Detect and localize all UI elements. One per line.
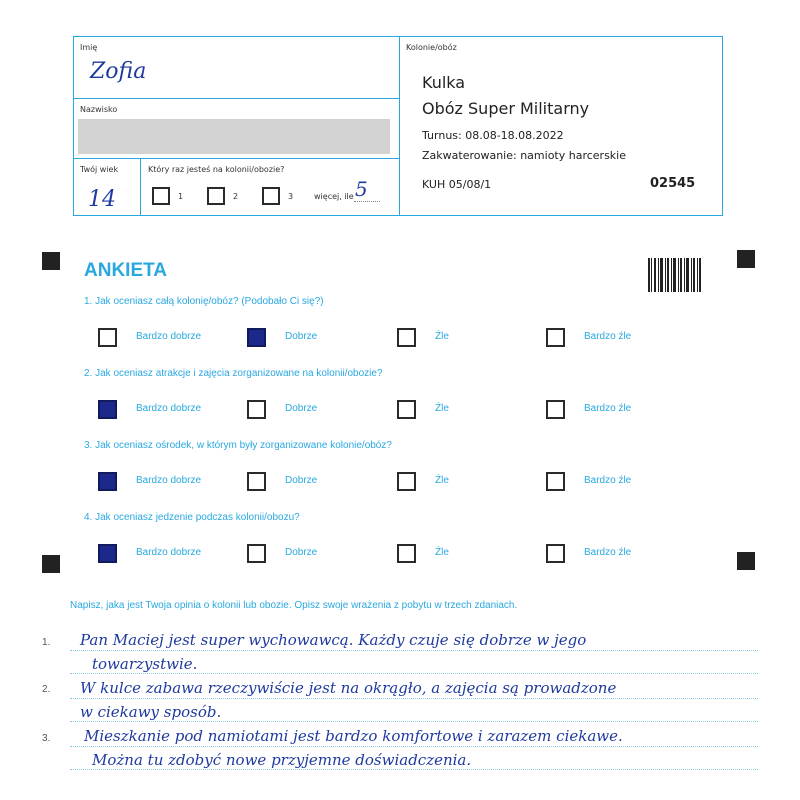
opinion-line-6[interactable]: Można tu zdobyć nowe przyjemne doświadczenia.: [92, 751, 472, 769]
question-3-checkbox-2[interactable]: [247, 472, 266, 491]
question-2-checkbox-2[interactable]: [247, 400, 266, 419]
kolonia-type: Obóz Super Militarny: [422, 99, 590, 118]
question-3-text: 3. Jak oceniasz ośrodek, w którym były zorganizowane kolonie/obóz?: [84, 440, 392, 451]
question-4-checkbox-2[interactable]: [247, 544, 266, 563]
question-4-text: 4. Jak oceniasz jedzenie podczas kolonii/obozu?: [84, 512, 300, 523]
registration-marker-bottom-left: [42, 555, 60, 573]
question-4-checkbox-1[interactable]: [98, 544, 117, 563]
question-2-text: 2. Jak oceniasz atrakcje i zajęcia zorganizowane na kolonii/obozie?: [84, 368, 383, 379]
question-3-option-label-1: Bardzo dobrze: [136, 475, 202, 486]
question-1-checkbox-1[interactable]: [98, 328, 117, 347]
question-4-option-label-1: Bardzo dobrze: [136, 547, 202, 558]
line-number-1: 1.: [42, 637, 51, 648]
nazwisko-label: Nazwisko: [80, 105, 118, 114]
opinion-line-5[interactable]: Mieszkanie pod namiotami jest bardzo komfortowe i zarazem ciekawe.: [84, 727, 623, 745]
question-2-checkbox-3[interactable]: [397, 400, 416, 419]
kolonia-code: KUH 05/08/1: [422, 178, 492, 191]
question-2-option-label-2: Dobrze: [285, 403, 318, 414]
ktory-raz-opt-2: 2: [233, 192, 239, 201]
opinion-line-4[interactable]: w ciekawy sposób.: [80, 703, 222, 721]
question-1-option-label-4: Bardzo źle: [584, 331, 632, 342]
registration-marker-top-left: [42, 252, 60, 270]
question-4-option-label-3: Źle: [435, 547, 449, 558]
ktory-raz-checkbox-2[interactable]: [207, 187, 225, 205]
nazwisko-redacted: [78, 119, 390, 154]
question-2-checkbox-1[interactable]: [98, 400, 117, 419]
turnus: Turnus: 08.08-18.08.2022: [422, 129, 564, 142]
wiecej-value[interactable]: 5: [355, 177, 368, 201]
question-1-checkbox-4[interactable]: [546, 328, 565, 347]
barcode-icon: [648, 258, 702, 292]
form-number: 02545: [650, 176, 696, 191]
question-4-checkbox-4[interactable]: [546, 544, 565, 563]
ktory-raz-label: Który raz jesteś na kolonii/obozie?: [148, 165, 285, 174]
opinion-prompt: Napisz, jaka jest Twoja opinia o kolonii lub obozie. Opisz swoje wrażenia z pobytu w trzech zdaniach.: [70, 600, 518, 611]
opinion-line-2[interactable]: towarzystwie.: [92, 655, 198, 673]
question-1-option-label-1: Bardzo dobrze: [136, 331, 202, 342]
opinion-line-3[interactable]: W kulce zabawa rzeczywiście jest na okrągło, a zajęcia są prowadzone: [80, 679, 617, 697]
registration-marker-top-right: [737, 250, 755, 268]
registration-marker-bottom-right: [737, 552, 755, 570]
kolonia-name: Kulka: [422, 73, 466, 92]
question-3-option-label-2: Dobrze: [285, 475, 318, 486]
question-1-checkbox-3[interactable]: [397, 328, 416, 347]
opinion-line-1[interactable]: Pan Maciej jest super wychowawcą. Każdy czuje się dobrze w jego: [80, 631, 587, 649]
question-4-option-label-2: Dobrze: [285, 547, 318, 558]
question-1-checkbox-2[interactable]: [247, 328, 266, 347]
question-3-checkbox-3[interactable]: [397, 472, 416, 491]
question-3-checkbox-4[interactable]: [546, 472, 565, 491]
question-3-option-label-4: Bardzo źle: [584, 475, 632, 486]
question-3-option-label-3: Źle: [435, 475, 449, 486]
question-4-checkbox-3[interactable]: [397, 544, 416, 563]
question-2-checkbox-4[interactable]: [546, 400, 565, 419]
ktory-raz-checkbox-3[interactable]: [262, 187, 280, 205]
question-2-option-label-3: Źle: [435, 403, 449, 414]
question-2-option-label-1: Bardzo dobrze: [136, 403, 202, 414]
imie-value[interactable]: Zofia: [90, 59, 147, 84]
ktory-raz-checkbox-1[interactable]: [152, 187, 170, 205]
header-form: [73, 36, 723, 216]
question-1-option-label-3: Źle: [435, 331, 449, 342]
question-2-option-label-4: Bardzo źle: [584, 403, 632, 414]
line-number-3: 3.: [42, 733, 51, 744]
question-3-checkbox-1[interactable]: [98, 472, 117, 491]
question-1-option-label-2: Dobrze: [285, 331, 318, 342]
ktory-raz-opt-1: 1: [178, 192, 184, 201]
ktory-raz-opt-3: 3: [288, 192, 294, 201]
question-1-text: 1. Jak oceniasz całą kolonię/obóz? (Podobało Ci się?): [84, 296, 324, 307]
wiek-label: Twój wiek: [80, 165, 119, 174]
imie-label: Imię: [80, 43, 98, 52]
zakwaterowanie: Zakwaterowanie: namioty harcerskie: [422, 149, 626, 162]
line-number-2: 2.: [42, 684, 51, 695]
kolonia-label: Kolonie/obóz: [406, 43, 457, 52]
question-4-option-label-4: Bardzo źle: [584, 547, 632, 558]
wiecej-label: więcej, ile: [314, 192, 354, 201]
wiek-value[interactable]: 14: [88, 187, 116, 212]
survey-title: ANKIETA: [84, 260, 168, 281]
